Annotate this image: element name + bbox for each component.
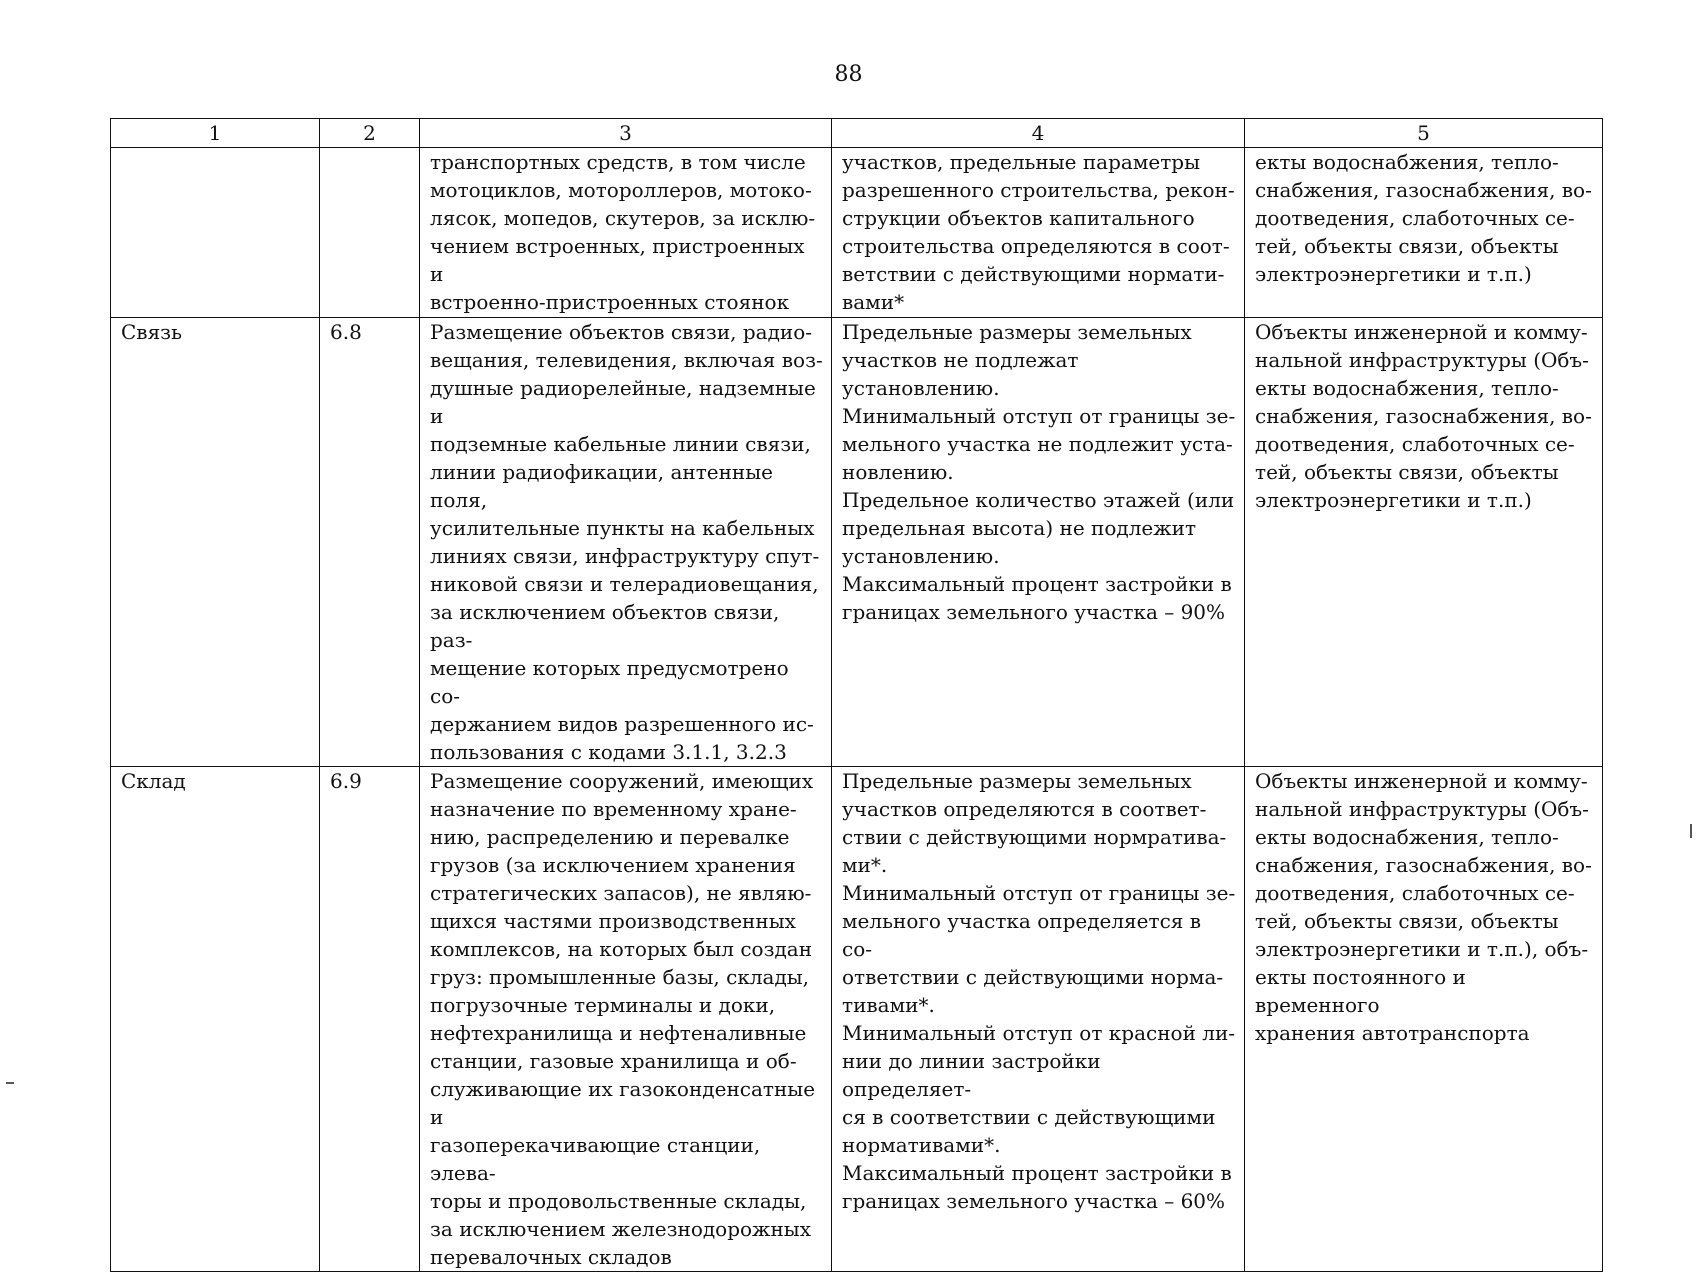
column-header-4: 4 (832, 119, 1245, 148)
table-row (111, 148, 1603, 318)
regulations-table (110, 118, 1603, 1272)
use-name-cell: Связь (111, 318, 320, 767)
column-header-3: 3 (420, 119, 832, 148)
parameters-cell: Предельные размеры земельных участков определяются в соответ- ствии с действующими нормратива- ми*. Минимальный отступ от границы зе- мельного участка определяется в со- ответствии с действующими норма- тивами*. Минимальный отступ от красной ли- нии до линии застройки определяет- ся в соответствии с действующими нормативами*. Максимальный процент застройки в границах земельного участка – 60% (832, 767, 1245, 1272)
header-row (111, 119, 1603, 148)
use-name-cell: Склад (111, 767, 320, 1272)
use-code-cell (320, 148, 420, 318)
page-number: 88 (834, 62, 863, 87)
auxiliary-uses-cell: Объекты инженерной и комму- нальной инфраструктуры (Объ- екты водоснабжения, тепло- снабжения, газоснабжения, во- доотведения, слаботочных се- тей, объекты связи, объекты электроэнергетики и т.п.), объ- екты постоянного и временного хранения автотранспорта (1245, 767, 1603, 1272)
table-row (111, 318, 1603, 767)
use-description-cell: Размещение объектов связи, радио- вещания, телевидения, включая воз- душные радиорелейные, надземные и подземные кабельные линии связи, линии радиофикации, антенные поля, усилительные пункты на кабельных линиях связи, инфраструктуру спут- никовой связи и телерадиовещания, за исключением объектов связи, раз- мещение которых предусмотрено со- держанием видов разрешенного ис- пользования с кодами 3.1.1, 3.2.3 (420, 318, 832, 767)
parameters-cell: участков, предельные параметры разрешенного строительства, рекон- струкции объектов капитального строительства определяются в соот- ветствии с действующими нормати- вами* (832, 148, 1245, 318)
right-scan-mark (1690, 824, 1692, 838)
auxiliary-uses-cell: Объекты инженерной и комму- нальной инфраструктуры (Объ- екты водоснабжения, тепло- снабжения, газоснабжения, во- доотведения, слаботочных се- тей, объекты связи, объекты электроэнергетики и т.п.) (1245, 318, 1603, 767)
use-description-cell: Размещение сооружений, имеющих назначение по временному хране- нию, распределению и перевалке грузов (за исключением хранения стратегических запасов), не являю- щихся частями производственных комплексов, на которых был создан груз: промышленные базы, склады, погрузочные терминалы и доки, нефтехранилища и нефтеналивные станции, газовые хранилища и об- служивающие их газоконденсатные и газоперекачивающие станции, элева- торы и продовольственные склады, за исключением железнодорожных перевалочных складов (420, 767, 832, 1272)
auxiliary-uses-cell: екты водоснабжения, тепло- снабжения, газоснабжения, во- доотведения, слаботочных се- тей, объекты связи, объекты электроэнергетики и т.п.) (1245, 148, 1603, 318)
use-description-cell: транспортных средств, в том числе мотоциклов, мотороллеров, мотоко- лясок, мопедов, скутеров, за исклю- чением встроенных, пристроенных и встроенно-пристроенных стоянок (420, 148, 832, 318)
table-row (111, 767, 1603, 1272)
column-header-2: 2 (320, 119, 420, 148)
use-name-cell (111, 148, 320, 318)
parameters-cell: Предельные размеры земельных участков не подлежат установлению. Минимальный отступ от границы зе- мельного участка не подлежит уста- новлению. Предельное количество этажей (или предельная высота) не подлежит установлению. Максимальный процент застройки в границах земельного участка – 90% (832, 318, 1245, 767)
column-header-1: 1 (111, 119, 320, 148)
use-code-cell: 6.8 (320, 318, 420, 767)
column-header-5: 5 (1245, 119, 1603, 148)
left-scan-mark (6, 1082, 14, 1084)
use-code-cell: 6.9 (320, 767, 420, 1272)
